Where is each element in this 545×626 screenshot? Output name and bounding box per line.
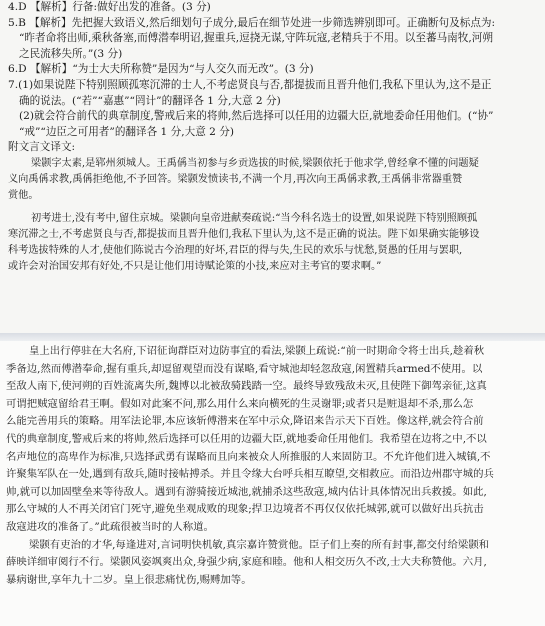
- translation-para3-line7: 名声地位的高卑作为标准,只选择武勇有谋略而且向来被众人所推服的人来固防卫。不允许他们进入城镇,不: [6, 450, 491, 463]
- translation-para3-line10: 那么守城的人不再关闭官门死守,避免坐观成败的现象;捍卫边境者不再仅仅依托城郭,就可以做好出兵抗击: [6, 503, 484, 516]
- translation-para3-line11: 敌寇进攻的准备了。”此疏很被当时的人称道。: [6, 520, 214, 533]
- translation-para2-line3: 科考选拔特殊的人才,使他们陈说古今治理的好坏,君臣的得与失,生民的欢乐与忧愁,贤愚的任用与罢职,: [8, 244, 463, 256]
- answer-line-5-cont: “昨者命将出师,乘秋备塞,而傅潜奉明诏,握重兵,逗挠无谋,守阵玩寇,老精兵于不用。以至蕃马南牧,河朔: [19, 32, 493, 45]
- answer-line-7-2: (2)就会符合前代的典章制度,警戒后来的将帅,然后选择可以任用的边疆大臣,就地委命任用他们。(“协”: [19, 110, 494, 123]
- answer-line-7-2-cont: “戒”“边臣之可用者”的翻译各 1 分,大意 2 分): [19, 125, 235, 138]
- translation-continued-section: [0, 341, 545, 626]
- answer-line-5-end: 之民流移失所。”(3 分): [19, 47, 123, 60]
- translation-para3-line6: 代的典章制度,警戒后来的将帅,然后选择可以任用的边疆大臣,就地委命任用他们。我希望在边将之中,不以: [6, 432, 487, 445]
- translation-para4-line3: 暴病谢世,享年九十二岁。皇上很悲痛忧伤,赐赙加等。: [6, 573, 252, 586]
- translation-para3-line9: 帅,就可以加固壁垒来等待敌人。遇到有游骑接近城池,就捕杀这些敌寇,城内估计具体情况出兵救援。如此,: [6, 485, 487, 498]
- translation-para1-line1: 梁颢字太素,是郓州须城人。王禹偁当初参与乡贡选拔的时候,梁颢依托于他求学,曾经拿不懂的问题疑: [31, 157, 479, 169]
- page-separator: [0, 333, 545, 341]
- translation-para4-line2: 薛映详细审阅行不行。梁颢风姿飒爽出众,身强少病,家庭和睦。他和人相交历久不改,士大夫称赞他。六月,: [6, 556, 487, 569]
- translation-para3-line1: 皇上出行停驻在大名府,下诏征询群臣对边防事宜的看法,梁颢上疏说:“前一时期命令将士出兵,趁着秋: [29, 345, 485, 357]
- answer-line-4: 4.D 【解析】行备:做好出发的准备。(3 分): [8, 1, 211, 13]
- translation-para3-line2: 季备边,然而傅潜奉命,握有重兵,却逗留观望而没有谋略,看守城池却轻忽敌寇,闲置精兵armed不使用。以: [6, 362, 483, 375]
- answer-line-5: 5.B 【解析】先把握大致语义,然后细划句子成分,最后在细节处进一步筛选辨别即可。正确断句及标点为:: [8, 16, 496, 29]
- translation-para1-line3: 赏他。: [8, 190, 39, 202]
- translation-para3-line8: 许聚集军队在一处,遇到有敌兵,随时接帖搏杀。并且令缘大台呼兵相互瞭望,交相救应。而沿边州郡守城的兵: [6, 468, 494, 481]
- translation-para2-line4: 或许会对治国安邦有好处,不只是让他们用诗赋论策的小技,来应对主考官的要求啊。”: [8, 261, 382, 273]
- translation-para3-line3: 至敌人南下,使河朔的百姓流离失所,魏博以北被敌骑践踏一空。最终导致残敌未灭,且使陛下御驾亲征,这真: [6, 380, 487, 393]
- translation-para3-line4: 可谓把贼寇留给君王啊。假如对此案不问,那么用什么来向横死的生灵谢罪;或者只是赃退却不杀,那么怎: [6, 397, 474, 410]
- translation-para3-line5: 么能完善用兵的策略。用军法论罪,本应该斩傅潜来在军中示众,降诏来告示天下百姓。像这样,就会符合前: [6, 415, 484, 428]
- translation-para2-line2: 寒沉滞之士,不考虑贤良与否,都提拔而且晋升他们,我私下里认为,这不是正确的说法。陛下如果确实能够设: [8, 228, 480, 240]
- translation-heading: 附文言文译文:: [8, 141, 76, 154]
- translation-para4-line1: 梁颢有吏治的才华,每逢进对,言词明快机敏,真宗嘉许赞赏他。臣子们上奏的所有封事,都交付给梁颢和: [29, 538, 490, 551]
- translation-para2-line1: 初考进士,没有考中,留住京城。梁颢向皇帝进献奏疏说:“当今科名选士的设置,如果说陛下特别照顾孤: [31, 212, 478, 224]
- answer-line-7-1: 7.(1)如果说陛下特别照顾孤寒沉滞的士人,不考虑贤良与否,都提拔而且晋升他们,我私下里认为,这不是正: [8, 78, 492, 91]
- translation-para1-line2: 义向禹偁求教,禹偁拒绝他,不予回答。梁颢发愤读书,不满一个月,再次向王禹偁求教,王禹偁非常器重赞: [8, 174, 463, 186]
- answer-line-7-1-cont: 确的说法。(“若”“嘉惠”“罔计”的翻译各 1 分,大意 2 分): [19, 94, 281, 107]
- answer-line-6: 6.D 【解析】“为士大夫所称赞”是因为“与人交久而无改”。(3 分): [8, 63, 314, 76]
